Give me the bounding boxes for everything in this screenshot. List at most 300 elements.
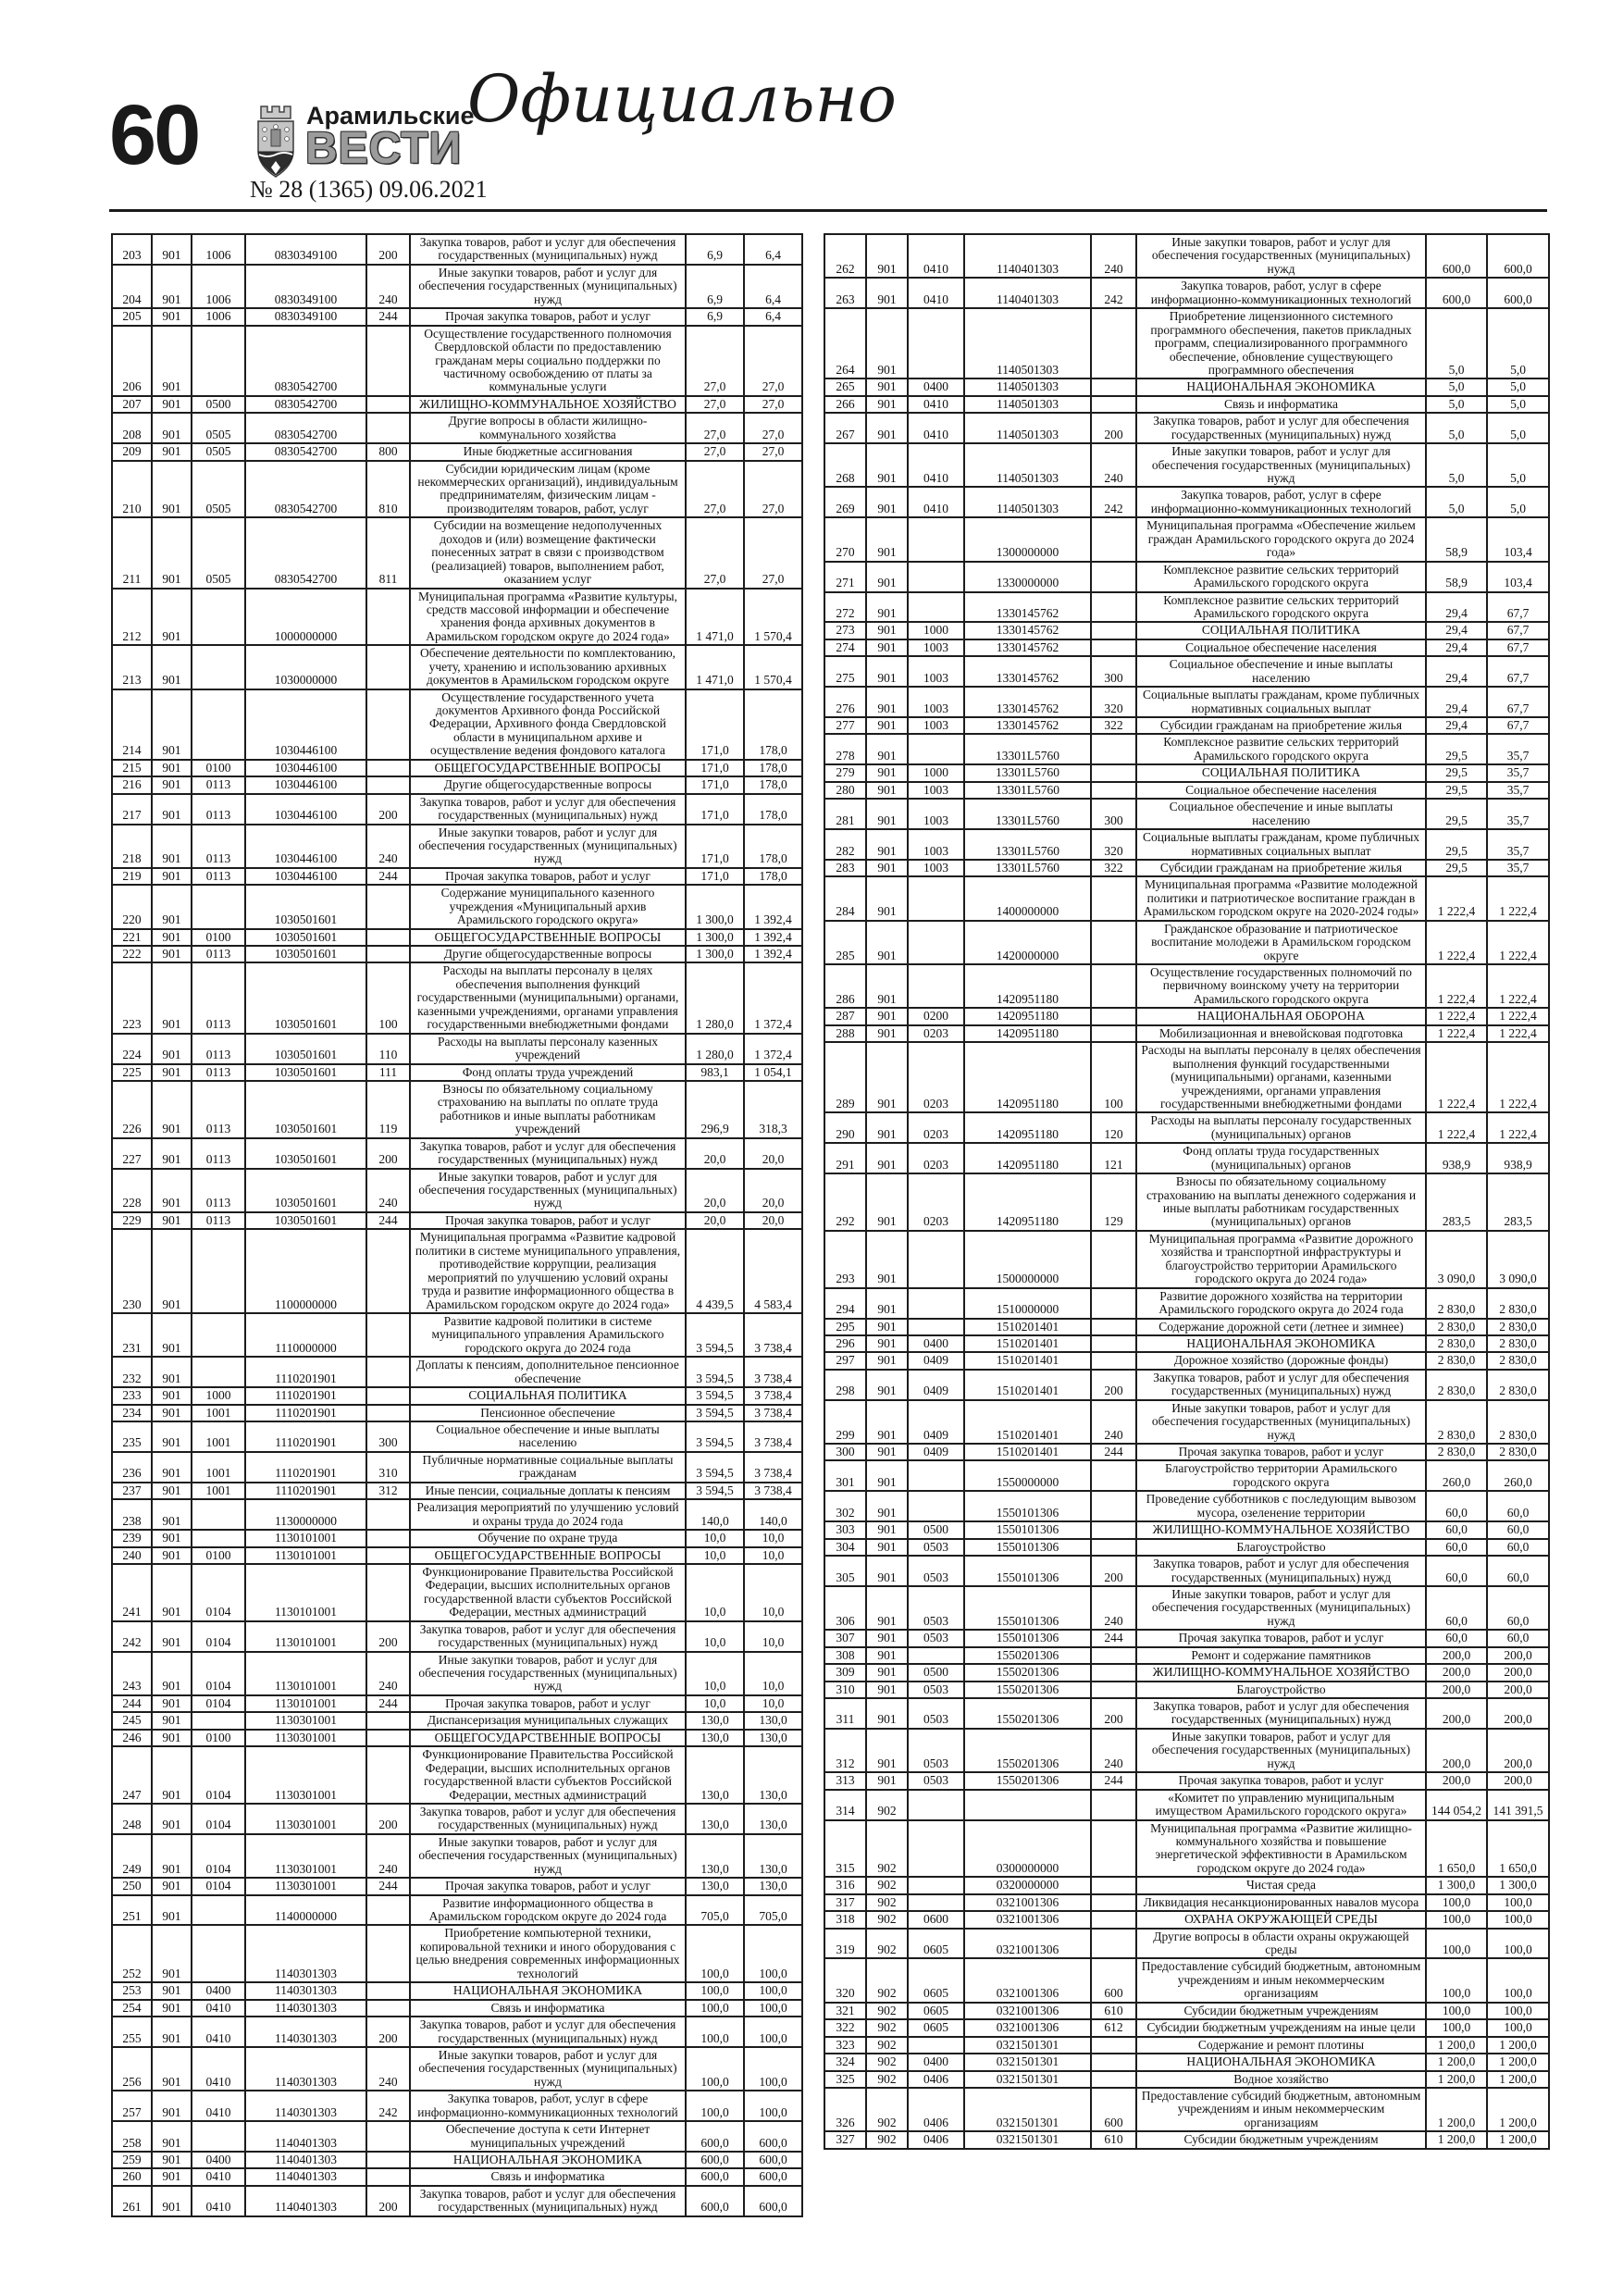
row-number: 320 bbox=[824, 1958, 866, 2002]
row-number: 243 bbox=[112, 1652, 152, 1695]
expense-type-code: 610 bbox=[1091, 2003, 1136, 2019]
row-number: 238 bbox=[112, 1499, 152, 1530]
row-number: 219 bbox=[112, 868, 152, 885]
row-number: 212 bbox=[112, 589, 152, 646]
table-row bbox=[824, 1008, 1549, 1024]
amount-col-2: 130,0 bbox=[744, 1878, 802, 1894]
table-row bbox=[112, 794, 802, 825]
target-article-code: 1130101001 bbox=[245, 1530, 366, 1546]
amount-col-1: 5,0 bbox=[1426, 443, 1487, 487]
expense-type-code bbox=[1091, 379, 1136, 395]
amount-col-2: 2 830,0 bbox=[1487, 1319, 1549, 1335]
amount-col-2: 600,0 bbox=[1487, 278, 1549, 308]
row-number: 310 bbox=[824, 1682, 866, 1698]
grbs-code: 901 bbox=[152, 265, 192, 308]
section-code: 0503 bbox=[908, 1586, 964, 1630]
amount-col-1: 171,0 bbox=[686, 825, 744, 868]
section-code: 0410 bbox=[908, 396, 964, 413]
table-row bbox=[824, 1460, 1549, 1491]
target-article-code: 1140501303 bbox=[964, 413, 1091, 443]
row-number: 302 bbox=[824, 1491, 866, 1521]
grbs-code: 901 bbox=[866, 1556, 908, 1586]
expense-type-code: 111 bbox=[366, 1064, 410, 1081]
section-code bbox=[908, 1491, 964, 1521]
section-code: 0104 bbox=[192, 1564, 245, 1621]
section-code: 0410 bbox=[192, 2168, 245, 2185]
amount-col-2: 3 738,4 bbox=[744, 1483, 802, 1499]
table-row bbox=[112, 1357, 802, 1387]
amount-col-1: 200,0 bbox=[1426, 1772, 1487, 1789]
table-row bbox=[824, 1319, 1549, 1335]
expense-name: Муниципальная программа «Развитие культуры, средств массовой информации и обеспечение хранения фонда архивных документов в Арамильском городском округе до 2024 года» bbox=[410, 589, 686, 646]
amount-col-2: 178,0 bbox=[744, 868, 802, 885]
section-code: 0410 bbox=[192, 2047, 245, 2091]
row-number: 314 bbox=[824, 1790, 866, 1820]
expense-type-code: 240 bbox=[366, 265, 410, 308]
target-article-code: 1550101306 bbox=[964, 1630, 1091, 1646]
amount-col-2: 3 738,4 bbox=[744, 1313, 802, 1357]
section-code: 0104 bbox=[192, 1746, 245, 1804]
table-row bbox=[824, 1729, 1549, 1772]
expense-name: ЖИЛИЩНО-КОММУНАЛЬНОЕ ХОЗЯЙСТВО bbox=[1136, 1521, 1426, 1538]
grbs-code: 901 bbox=[152, 2000, 192, 2017]
target-article-code: 1550201306 bbox=[964, 1772, 1091, 1789]
grbs-code: 901 bbox=[152, 1387, 192, 1404]
target-article-code: 1030501601 bbox=[245, 1138, 366, 1169]
grbs-code: 901 bbox=[866, 717, 908, 734]
section-code: 1000 bbox=[908, 622, 964, 639]
expense-name: Субсидии гражданам на приобретение жилья bbox=[1136, 717, 1426, 734]
amount-col-2: 200,0 bbox=[1487, 1682, 1549, 1698]
amount-col-2: 318,3 bbox=[744, 1081, 802, 1138]
table-row bbox=[112, 929, 802, 946]
row-number: 327 bbox=[824, 2131, 866, 2148]
target-article-code: 1140301303 bbox=[245, 2091, 366, 2121]
target-article-code: 1130101001 bbox=[245, 1564, 366, 1621]
expense-name: ОБЩЕГОСУДАРСТВЕННЫЕ ВОПРОСЫ bbox=[410, 1730, 686, 1746]
amount-col-2: 20,0 bbox=[744, 1212, 802, 1229]
amount-col-1: 3 594,5 bbox=[686, 1452, 744, 1483]
amount-col-2: 178,0 bbox=[744, 776, 802, 793]
grbs-code: 901 bbox=[866, 308, 908, 379]
row-number: 220 bbox=[112, 885, 152, 928]
amount-col-1: 29,4 bbox=[1426, 656, 1487, 687]
section-code bbox=[192, 1357, 245, 1387]
section-code: 0113 bbox=[192, 962, 245, 1033]
expense-type-code: 200 bbox=[366, 234, 410, 265]
grbs-code: 901 bbox=[866, 517, 908, 561]
expense-type-code bbox=[366, 413, 410, 443]
amount-col-1: 1 200,0 bbox=[1426, 2054, 1487, 2070]
expense-type-code bbox=[366, 2000, 410, 2017]
grbs-code: 901 bbox=[866, 1630, 908, 1646]
amount-col-1: 10,0 bbox=[686, 1695, 744, 1712]
amount-col-1: 27,0 bbox=[686, 326, 744, 396]
amount-col-2: 67,7 bbox=[1487, 622, 1549, 639]
amount-col-2: 5,0 bbox=[1487, 379, 1549, 395]
grbs-code: 901 bbox=[152, 2047, 192, 2091]
section-code bbox=[192, 1499, 245, 1530]
target-article-code: 0321501301 bbox=[964, 2131, 1091, 2148]
grbs-code: 901 bbox=[152, 1313, 192, 1357]
expense-name: Другие общегосударственные вопросы bbox=[410, 946, 686, 962]
amount-col-1: 3 594,5 bbox=[686, 1405, 744, 1421]
row-number: 234 bbox=[112, 1405, 152, 1421]
expense-name: Закупка товаров, работ и услуг для обеспечения государственных (муниципальных) нужд bbox=[410, 2186, 686, 2216]
grbs-code: 902 bbox=[866, 2054, 908, 2070]
grbs-code: 901 bbox=[866, 1173, 908, 1231]
table-row bbox=[112, 689, 802, 760]
expense-type-code: 200 bbox=[366, 2186, 410, 2216]
grbs-code: 901 bbox=[152, 1925, 192, 1982]
coat-of-arms-icon bbox=[252, 104, 300, 186]
amount-col-2: 130,0 bbox=[744, 1746, 802, 1804]
row-number: 267 bbox=[824, 413, 866, 443]
table-row bbox=[824, 687, 1549, 717]
section-code bbox=[908, 1288, 964, 1319]
expense-name: Благоустройство территории Арамильского городского округа bbox=[1136, 1460, 1426, 1491]
table-row bbox=[824, 829, 1549, 860]
section-code: 0113 bbox=[192, 825, 245, 868]
expense-type-code bbox=[1091, 1664, 1136, 1681]
section-code bbox=[908, 1319, 964, 1335]
row-number: 309 bbox=[824, 1664, 866, 1681]
grbs-code: 901 bbox=[152, 1357, 192, 1387]
amount-col-2: 178,0 bbox=[744, 689, 802, 760]
table-row bbox=[112, 1564, 802, 1621]
amount-col-1: 3 594,5 bbox=[686, 1357, 744, 1387]
amount-col-2: 1 054,1 bbox=[744, 1064, 802, 1081]
section-code bbox=[908, 1460, 964, 1491]
row-number: 275 bbox=[824, 656, 866, 687]
expense-type-code: 129 bbox=[1091, 1173, 1136, 1231]
row-number: 308 bbox=[824, 1647, 866, 1664]
amount-col-2: 600,0 bbox=[744, 2152, 802, 2168]
expense-type-code bbox=[366, 1313, 410, 1357]
expense-type-code: 240 bbox=[1091, 443, 1136, 487]
table-row bbox=[824, 2088, 1549, 2131]
amount-col-2: 2 830,0 bbox=[1487, 1288, 1549, 1319]
grbs-code: 901 bbox=[152, 1895, 192, 1926]
target-article-code: 1030501601 bbox=[245, 946, 366, 962]
table-row bbox=[824, 860, 1549, 876]
expense-type-code bbox=[366, 885, 410, 928]
target-article-code: 1420951180 bbox=[964, 1173, 1091, 1231]
grbs-code: 901 bbox=[152, 1712, 192, 1729]
expense-type-code: 200 bbox=[1091, 1556, 1136, 1586]
expense-type-code: 312 bbox=[366, 1483, 410, 1499]
expense-name: Обеспечение доступа к сети Интернет муниципальных учреждений bbox=[410, 2121, 686, 2152]
expense-name: Прочая закупка товаров, работ и услуг bbox=[410, 868, 686, 885]
amount-col-2: 283,5 bbox=[1487, 1173, 1549, 1231]
target-article-code: 1420951180 bbox=[964, 964, 1091, 1008]
section-code: 0600 bbox=[908, 1911, 964, 1928]
grbs-code: 901 bbox=[152, 1405, 192, 1421]
target-article-code: 1110201901 bbox=[245, 1387, 366, 1404]
expense-name: Социальные выплаты гражданам, кроме публичных нормативных социальных выплат bbox=[1136, 829, 1426, 860]
amount-col-1: 60,0 bbox=[1426, 1491, 1487, 1521]
section-code: 0113 bbox=[192, 1138, 245, 1169]
expense-name: Иные закупки товаров, работ и услуг для обеспечения государственных (муниципальных) нужд bbox=[1136, 1400, 1426, 1444]
section-code: 0203 bbox=[908, 1173, 964, 1231]
row-number: 313 bbox=[824, 1772, 866, 1789]
expense-name: Связь и информатика bbox=[410, 2168, 686, 2185]
grbs-code: 901 bbox=[866, 876, 908, 920]
amount-col-2: 200,0 bbox=[1487, 1647, 1549, 1664]
section-code: 0503 bbox=[908, 1698, 964, 1729]
amount-col-2: 1 222,4 bbox=[1487, 964, 1549, 1008]
target-article-code: 0321501301 bbox=[964, 2071, 1091, 2088]
row-number: 204 bbox=[112, 265, 152, 308]
row-number: 247 bbox=[112, 1746, 152, 1804]
section-code: 0100 bbox=[192, 1547, 245, 1564]
row-number: 311 bbox=[824, 1698, 866, 1729]
amount-col-2: 705,0 bbox=[744, 1895, 802, 1926]
expense-type-code bbox=[1091, 876, 1136, 920]
table-row bbox=[112, 589, 802, 646]
expense-name: Благоустройство bbox=[1136, 1539, 1426, 1556]
expense-type-code bbox=[1091, 1647, 1136, 1664]
amount-col-2: 600,0 bbox=[744, 2168, 802, 2185]
target-article-code: 0321501301 bbox=[964, 2037, 1091, 2054]
amount-col-1: 2 830,0 bbox=[1426, 1352, 1487, 1369]
target-article-code: 1140401303 bbox=[245, 2152, 366, 2168]
expense-type-code bbox=[366, 1387, 410, 1404]
amount-col-2: 178,0 bbox=[744, 794, 802, 825]
grbs-code: 901 bbox=[152, 962, 192, 1033]
grbs-code: 901 bbox=[866, 860, 908, 876]
amount-col-2: 100,0 bbox=[744, 1982, 802, 1999]
amount-col-1: 3 594,5 bbox=[686, 1483, 744, 1499]
grbs-code: 901 bbox=[152, 1452, 192, 1483]
section-code: 0605 bbox=[908, 1958, 964, 2002]
grbs-code: 901 bbox=[152, 2017, 192, 2047]
table-row bbox=[112, 413, 802, 443]
amount-col-1: 20,0 bbox=[686, 1212, 744, 1229]
issue-date-line: № 28 (1365) 09.06.2021 bbox=[250, 176, 488, 203]
section-code: 0503 bbox=[908, 1539, 964, 1556]
expense-name: Комплексное развитие сельских территорий Арамильского городского округа bbox=[1136, 592, 1426, 623]
amount-col-1: 1 200,0 bbox=[1426, 2131, 1487, 2148]
grbs-code: 901 bbox=[866, 1539, 908, 1556]
row-number: 287 bbox=[824, 1008, 866, 1024]
section-code: 0409 bbox=[908, 1444, 964, 1460]
budget-table-right bbox=[824, 233, 1550, 2150]
grbs-code: 901 bbox=[152, 1212, 192, 1229]
amount-col-1: 200,0 bbox=[1426, 1698, 1487, 1729]
section-code: 0400 bbox=[192, 2152, 245, 2168]
amount-col-2: 1 570,4 bbox=[744, 589, 802, 646]
table-row bbox=[824, 782, 1549, 799]
amount-col-1: 29,4 bbox=[1426, 687, 1487, 717]
target-article-code: 1130101001 bbox=[245, 1695, 366, 1712]
section-code: 0104 bbox=[192, 1804, 245, 1834]
table-row bbox=[824, 764, 1549, 781]
target-article-code: 1550201306 bbox=[964, 1664, 1091, 1681]
grbs-code: 901 bbox=[152, 2152, 192, 2168]
amount-col-1: 100,0 bbox=[1426, 1911, 1487, 1928]
amount-col-2: 1 222,4 bbox=[1487, 921, 1549, 964]
row-number: 258 bbox=[112, 2121, 152, 2152]
target-article-code: 1420951180 bbox=[964, 1042, 1091, 1112]
grbs-code: 901 bbox=[152, 776, 192, 793]
amount-col-2: 130,0 bbox=[744, 1834, 802, 1878]
amount-col-1: 130,0 bbox=[686, 1712, 744, 1729]
row-number: 322 bbox=[824, 2019, 866, 2036]
grbs-code: 901 bbox=[866, 1664, 908, 1681]
row-number: 256 bbox=[112, 2047, 152, 2091]
amount-col-1: 5,0 bbox=[1426, 487, 1487, 517]
expense-type-code bbox=[1091, 1352, 1136, 1369]
expense-name: Иные закупки товаров, работ и услуг для обеспечения государственных (муниципальных) нужд bbox=[1136, 443, 1426, 487]
grbs-code: 901 bbox=[152, 825, 192, 868]
section-code: 0113 bbox=[192, 1081, 245, 1138]
expense-type-code bbox=[1091, 592, 1136, 623]
expense-type-code: 300 bbox=[366, 1421, 410, 1452]
expense-type-code bbox=[1091, 1335, 1136, 1352]
section-code bbox=[192, 2121, 245, 2152]
amount-col-1: 1 200,0 bbox=[1426, 2037, 1487, 2054]
expense-type-code: 240 bbox=[366, 1652, 410, 1695]
amount-col-2: 140,0 bbox=[744, 1499, 802, 1530]
expense-type-code bbox=[366, 326, 410, 396]
section-code: 0409 bbox=[908, 1370, 964, 1400]
target-article-code: 1140301303 bbox=[245, 2047, 366, 2091]
grbs-code: 901 bbox=[866, 782, 908, 799]
target-article-code: 1550201306 bbox=[964, 1698, 1091, 1729]
row-number: 300 bbox=[824, 1444, 866, 1460]
expense-name: Иные закупки товаров, работ и услуг для обеспечения государственных (муниципальных) нужд bbox=[410, 825, 686, 868]
section-code: 1003 bbox=[908, 799, 964, 829]
expense-type-code: 811 bbox=[366, 517, 410, 588]
target-article-code: 1550201306 bbox=[964, 1682, 1091, 1698]
target-article-code: 1330145762 bbox=[964, 656, 1091, 687]
expense-name: ОБЩЕГОСУДАРСТВЕННЫЕ ВОПРОСЫ bbox=[410, 1547, 686, 1564]
section-code: 0410 bbox=[908, 487, 964, 517]
grbs-code: 901 bbox=[866, 1772, 908, 1789]
target-article-code: 1330000000 bbox=[964, 562, 1091, 592]
grbs-code: 902 bbox=[866, 2131, 908, 2148]
section-code bbox=[908, 876, 964, 920]
row-number: 225 bbox=[112, 1064, 152, 1081]
table-row bbox=[824, 1143, 1549, 1173]
section-code: 0203 bbox=[908, 1143, 964, 1173]
row-number: 211 bbox=[112, 517, 152, 588]
grbs-code: 901 bbox=[866, 1682, 908, 1698]
section-code: 1003 bbox=[908, 717, 964, 734]
grbs-code: 901 bbox=[152, 645, 192, 689]
expense-type-code: 800 bbox=[366, 443, 410, 460]
row-number: 272 bbox=[824, 592, 866, 623]
amount-col-2: 5,0 bbox=[1487, 413, 1549, 443]
grbs-code: 902 bbox=[866, 1894, 908, 1911]
expense-name: Другие вопросы в области охраны окружающей среды bbox=[1136, 1929, 1426, 1959]
amount-col-2: 35,7 bbox=[1487, 799, 1549, 829]
amount-col-1: 144 054,2 bbox=[1426, 1790, 1487, 1820]
row-number: 237 bbox=[112, 1483, 152, 1499]
grbs-code: 901 bbox=[866, 1400, 908, 1444]
row-number: 262 bbox=[824, 234, 866, 278]
amount-col-2: 67,7 bbox=[1487, 639, 1549, 656]
expense-type-code bbox=[366, 1547, 410, 1564]
section-code bbox=[192, 1313, 245, 1357]
expense-type-code bbox=[1091, 1820, 1136, 1878]
expense-name: Закупка товаров, работ и услуг для обеспечения государственных (муниципальных) нужд bbox=[410, 1138, 686, 1169]
amount-col-1: 1 280,0 bbox=[686, 962, 744, 1033]
section-code bbox=[192, 885, 245, 928]
grbs-code: 902 bbox=[866, 1958, 908, 2002]
table-row bbox=[112, 1421, 802, 1452]
amount-col-1: 130,0 bbox=[686, 1834, 744, 1878]
section-code: 0410 bbox=[908, 413, 964, 443]
grbs-code: 901 bbox=[152, 1804, 192, 1834]
expense-name: Иные пенсии, социальные доплаты к пенсиям bbox=[410, 1483, 686, 1499]
amount-col-2: 6,4 bbox=[744, 234, 802, 265]
section-code: 0113 bbox=[192, 776, 245, 793]
section-code: 0409 bbox=[908, 1352, 964, 1369]
grbs-code: 901 bbox=[866, 1143, 908, 1173]
row-number: 216 bbox=[112, 776, 152, 793]
target-article-code: 1130101001 bbox=[245, 1621, 366, 1652]
grbs-code: 901 bbox=[152, 1499, 192, 1530]
target-article-code: 1330145762 bbox=[964, 622, 1091, 639]
table-row bbox=[112, 1652, 802, 1695]
row-number: 285 bbox=[824, 921, 866, 964]
row-number: 292 bbox=[824, 1173, 866, 1231]
amount-col-1: 4 439,5 bbox=[686, 1229, 744, 1313]
table-row bbox=[112, 1405, 802, 1421]
grbs-code: 901 bbox=[152, 1730, 192, 1746]
row-number: 264 bbox=[824, 308, 866, 379]
expense-name: Прочая закупка товаров, работ и услуг bbox=[410, 308, 686, 325]
expense-name: НАЦИОНАЛЬНАЯ ОБОРОНА bbox=[1136, 1008, 1426, 1024]
expense-name: Закупка товаров, работ и услуг для обеспечения государственных (муниципальных) нужд bbox=[1136, 1556, 1426, 1586]
amount-col-1: 5,0 bbox=[1426, 379, 1487, 395]
amount-col-2: 260,0 bbox=[1487, 1460, 1549, 1491]
row-number: 205 bbox=[112, 308, 152, 325]
expense-name: Муниципальная программа «Развитие кадровой политики в системе муниципального управления, противодействие коррупции, реализация мероприятий по улучшению условий охраны труда и развитие информационного общества в Арамильском городском округе до 2024 года» bbox=[410, 1229, 686, 1313]
row-number: 301 bbox=[824, 1460, 866, 1491]
section-code: 0410 bbox=[908, 234, 964, 278]
row-number: 245 bbox=[112, 1712, 152, 1729]
table-row bbox=[824, 1586, 1549, 1630]
target-article-code: 1110201901 bbox=[245, 1405, 366, 1421]
grbs-code: 901 bbox=[152, 760, 192, 776]
table-row bbox=[824, 1444, 1549, 1460]
expense-type-code bbox=[366, 929, 410, 946]
row-number: 280 bbox=[824, 782, 866, 799]
target-article-code: 1510201401 bbox=[964, 1370, 1091, 1400]
amount-col-1: 60,0 bbox=[1426, 1586, 1487, 1630]
target-article-code: 1030446100 bbox=[245, 868, 366, 885]
amount-col-2: 35,7 bbox=[1487, 860, 1549, 876]
expense-type-code: 244 bbox=[366, 308, 410, 325]
row-number: 321 bbox=[824, 2003, 866, 2019]
row-number: 250 bbox=[112, 1878, 152, 1894]
expense-name: НАЦИОНАЛЬНАЯ ЭКОНОМИКА bbox=[1136, 379, 1426, 395]
amount-col-2: 6,4 bbox=[744, 308, 802, 325]
amount-col-2: 100,0 bbox=[744, 2047, 802, 2091]
expense-type-code: 200 bbox=[1091, 1370, 1136, 1400]
row-number: 289 bbox=[824, 1042, 866, 1112]
row-number: 213 bbox=[112, 645, 152, 689]
section-code: 1003 bbox=[908, 782, 964, 799]
expense-name: Приобретение компьютерной техники, копировальной техники и иного оборудования с целью внедрения современных информационных технологий bbox=[410, 1925, 686, 1982]
expense-name: Закупка товаров, работ и услуг для обеспечения государственных (муниципальных) нужд bbox=[410, 794, 686, 825]
expense-type-code bbox=[1091, 2054, 1136, 2070]
amount-col-1: 171,0 bbox=[686, 689, 744, 760]
section-code: 0410 bbox=[908, 443, 964, 487]
